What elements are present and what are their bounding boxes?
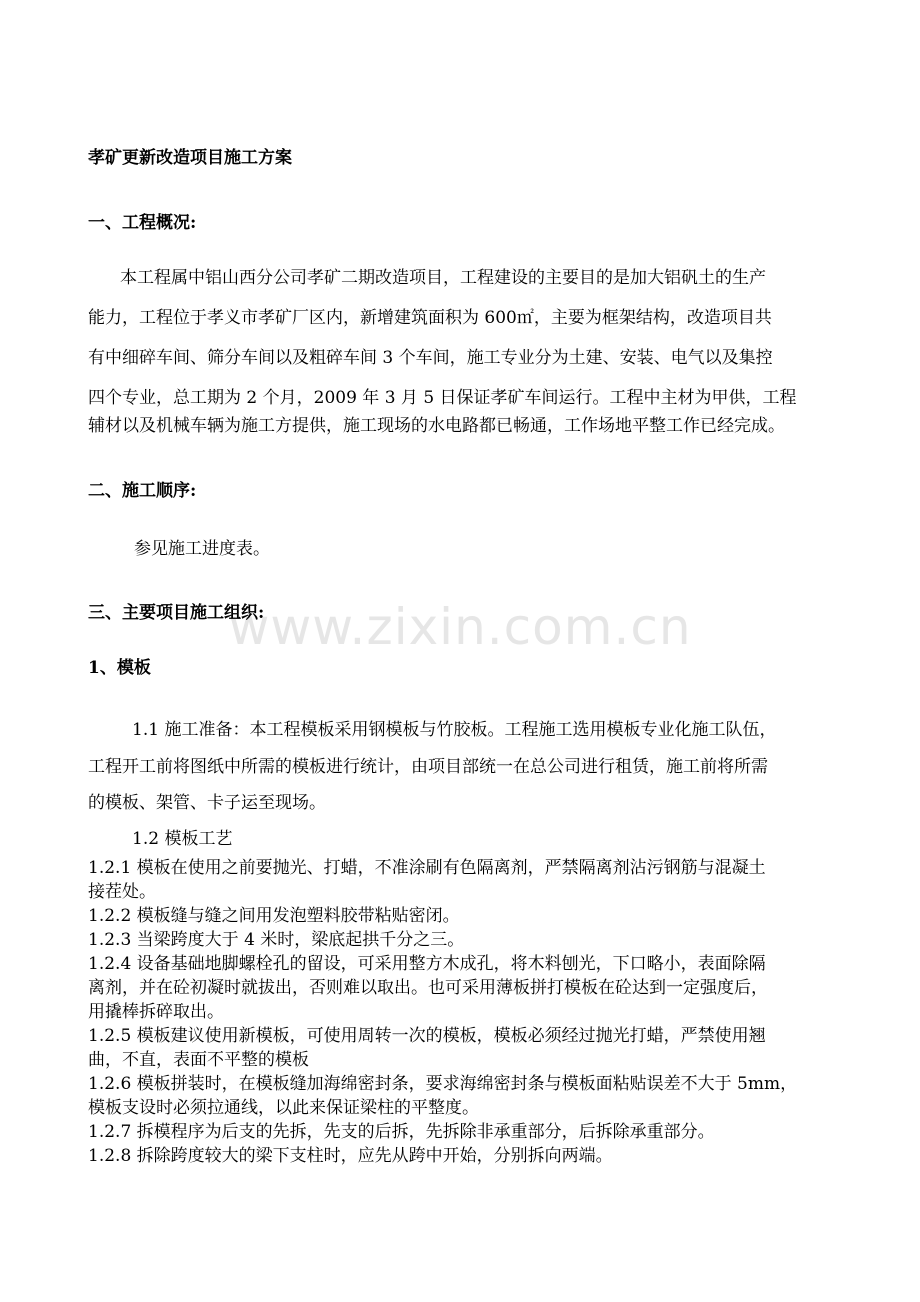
item-line: 接茬处。	[88, 882, 156, 902]
section-2-heading: 二、施工顺序:	[88, 481, 197, 501]
item-line: 模板支设时必须拉通线，以此来保证梁柱的平整度。	[88, 1098, 479, 1118]
paragraph-1-2-heading: 1.2 模板工艺	[132, 829, 233, 849]
watermark: www.zixin.com.cn	[228, 598, 692, 656]
item-line: 1.2.2 模板缝与缝之间用发泡塑料胶带粘贴密闭。	[88, 906, 460, 926]
section-1-line: 四个专业，总工期为 2 个月，2009 年 3 月 5 日保证孝矿车间运行。工程中主材为甲供，工程	[88, 388, 797, 408]
paragraph-1-1-line: 1.1 施工准备：本工程模板采用钢模板与竹胶板。工程施工选用模板专业化施工队伍，	[132, 720, 777, 740]
section-3-heading: 三、主要项目施工组织:	[88, 603, 265, 623]
section-1-heading: 一、工程概况:	[88, 213, 197, 233]
section-1-line: 有中细碎车间、筛分车间以及粗碎车间 3 个车间，施工专业分为土建、安装、电气以及集控	[88, 348, 773, 368]
item-line: 用撬棒拆碎取出。	[88, 1002, 224, 1022]
paragraph-1-1-line: 的模板、架管、卡子运至现场。	[88, 793, 326, 813]
item-line: 1.2.8 拆除跨度较大的梁下支柱时，应先从跨中开始，分别拆向两端。	[88, 1146, 613, 1166]
section-1-line: 能力，工程位于孝义市孝矿厂区内，新增建筑面积为 600㎡，主要为框架结构，改造项目共	[88, 308, 772, 328]
document-title: 孝矿更新改造项目施工方案	[88, 148, 292, 168]
item-line: 1.2.5 模板建议使用新模板，可使用周转一次的模板，模板必须经过抛光打蜡，严禁使用翘	[88, 1026, 766, 1046]
item-line: 1.2.4 设备基础地脚螺栓孔的留设，可采用整方木成孔，将木料刨光，下口略小，表面除隔	[88, 954, 766, 974]
subsection-1-heading: 1、模板	[88, 658, 151, 678]
item-line: 1.2.6 模板拼装时，在模板缝加海绵密封条，要求海绵密封条与模板面粘贴误差不大于 5mm，	[88, 1074, 798, 1094]
item-line: 曲，不直，表面不平整的模板	[88, 1050, 309, 1070]
paragraph-1-1-line: 工程开工前将图纸中所需的模板进行统计，由项目部统一在总公司进行租赁，施工前将所需	[88, 757, 768, 777]
section-1-line: 本工程属中铝山西分公司孝矿二期改造项目，工程建设的主要目的是加大铝矾土的生产	[120, 268, 766, 288]
item-line: 1.2.7 拆模程序为后支的先拆，先支的后拆，先拆除非承重部分，后拆除承重部分。	[88, 1122, 715, 1142]
section-1-line: 辅材以及机械车辆为施工方提供，施工现场的水电路都已畅通，工作场地平整工作已经完成。	[88, 416, 785, 436]
item-line: 1.2.3 当梁跨度大于 4 米时，梁底起拱千分之三。	[88, 930, 465, 950]
section-2-text: 参见施工进度表。	[134, 539, 270, 559]
item-line: 离剂，并在砼初凝时就拔出，否则难以取出。也可采用薄板拼打模板在砼达到一定强度后，	[88, 978, 768, 998]
item-line: 1.2.1 模板在使用之前要抛光、打蜡，不准涂刷有色隔离剂，严禁隔离剂沾污钢筋与混凝土	[88, 858, 766, 878]
